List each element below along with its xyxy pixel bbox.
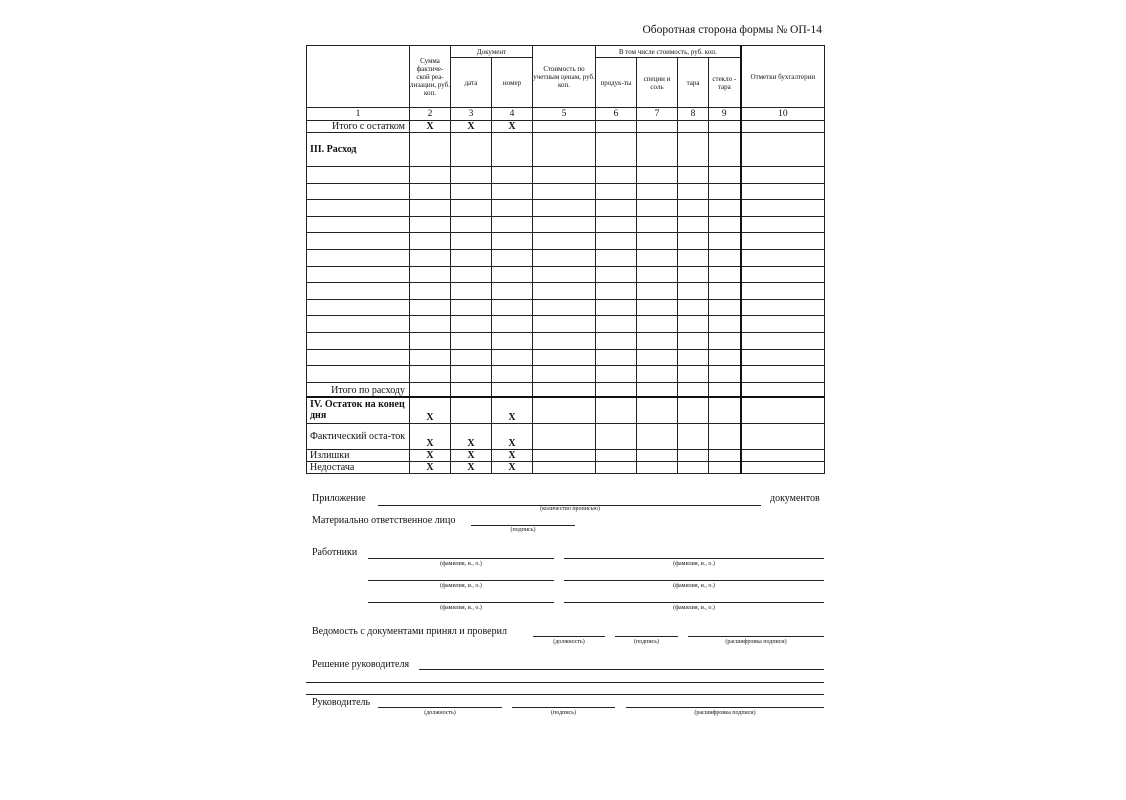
worker-line	[564, 580, 824, 581]
attachment-label: Приложение	[312, 493, 366, 504]
signature-line	[512, 707, 615, 708]
fio-caption: (фамилия, и., о.)	[673, 561, 715, 567]
row-label: Фактический оста-ток	[307, 423, 410, 449]
signature-line	[615, 636, 678, 637]
header-doc-number: номер	[492, 58, 533, 108]
worker-line	[564, 558, 824, 559]
decoding-caption: (расшифровка подписи)	[694, 710, 756, 716]
fio-caption: (фамилия, и., о.)	[673, 605, 715, 611]
position-line	[378, 707, 502, 708]
header-sales-sum: Сумма фактиче-ской реа-лизации, руб. коп.	[410, 46, 451, 108]
column-number: 7	[637, 108, 678, 121]
expense-blank-row	[307, 332, 825, 349]
header-accounting-marks: Отметки бухгалтерии	[741, 46, 825, 108]
worker-line	[368, 558, 554, 559]
row-total-expense	[307, 382, 825, 397]
row-total-with-balance	[307, 121, 825, 133]
x-mark: X	[410, 461, 451, 473]
expense-blank-row	[307, 233, 825, 250]
header-accounting-cost: Стоимость по учетным ценам, руб. коп.	[533, 46, 596, 108]
position-caption: (должность)	[424, 710, 456, 716]
header-tare: тара	[678, 58, 709, 108]
decision-line	[419, 669, 824, 670]
documents-label: документов	[770, 493, 820, 504]
column-number: 4	[492, 108, 533, 121]
row-label: Недостача	[307, 461, 410, 473]
expense-blank-row	[307, 167, 825, 184]
expense-blank-row	[307, 366, 825, 383]
expense-blank-row	[307, 316, 825, 333]
accepted-checked-label: Ведомость с документами принял и проверил	[312, 626, 507, 637]
position-caption: (должность)	[553, 639, 585, 645]
column-numbers-row	[307, 108, 825, 121]
decision-line	[306, 682, 824, 683]
column-number: 5	[533, 108, 596, 121]
column-number: 2	[410, 108, 451, 121]
worker-line	[368, 580, 554, 581]
x-mark: X	[492, 121, 533, 133]
row-label: Излишки	[307, 449, 410, 461]
expense-blank-rows	[307, 167, 825, 383]
column-number: 9	[709, 108, 741, 121]
expense-blank-row	[307, 299, 825, 316]
expense-blank-row	[307, 349, 825, 366]
decoding-line	[626, 707, 824, 708]
x-mark: X	[451, 423, 492, 449]
column-number: 10	[741, 108, 825, 121]
worker-line	[564, 602, 824, 603]
row-shortage	[307, 461, 825, 473]
row-surplus	[307, 449, 825, 461]
fio-caption: (фамилия, и., о.)	[440, 583, 482, 589]
section-title: IV. Остаток на конец дня	[307, 397, 410, 423]
x-mark: X	[451, 121, 492, 133]
manager-label: Руководитель	[312, 697, 371, 708]
responsible-person-label: Материально ответственное лицо	[312, 515, 456, 526]
quantity-caption: (количество прописью)	[540, 506, 600, 512]
column-number: 3	[451, 108, 492, 121]
header-including-cost: В том числе стоимость, руб. коп.	[596, 46, 741, 58]
expense-blank-row	[307, 183, 825, 200]
row-section-expense	[307, 133, 825, 167]
expense-blank-row	[307, 249, 825, 266]
header-doc-date: дата	[451, 58, 492, 108]
signature-caption: (подпись)	[551, 710, 576, 716]
x-mark: X	[492, 449, 533, 461]
row-label: Итого с остатком	[307, 121, 410, 133]
signature-caption: (подпись)	[634, 639, 659, 645]
decoding-caption: (расшифровка подписи)	[725, 639, 787, 645]
x-mark: X	[492, 423, 533, 449]
header-col1	[307, 46, 410, 108]
row-section-end-balance	[307, 397, 825, 423]
column-number: 6	[596, 108, 637, 121]
row-label: Итого по расходу	[307, 382, 410, 397]
x-mark: X	[410, 449, 451, 461]
decision-line	[306, 694, 824, 695]
x-mark: X	[410, 397, 451, 423]
x-mark: X	[451, 461, 492, 473]
column-number: 8	[678, 108, 709, 121]
column-number: 1	[307, 108, 410, 121]
fio-caption: (фамилия, и., о.)	[440, 605, 482, 611]
x-mark: X	[410, 423, 451, 449]
x-mark: X	[410, 121, 451, 133]
expense-blank-row	[307, 266, 825, 283]
expense-blank-row	[307, 200, 825, 217]
worker-line	[368, 602, 554, 603]
x-mark: X	[492, 461, 533, 473]
expense-blank-row	[307, 283, 825, 300]
fio-caption: (фамилия, и., о.)	[673, 583, 715, 589]
manager-decision-label: Решение руководителя	[312, 659, 410, 670]
fio-caption: (фамилия, и., о.)	[440, 561, 482, 567]
header-spices: специи и соль	[637, 58, 678, 108]
expense-blank-row	[307, 216, 825, 233]
decoding-line	[688, 636, 824, 637]
responsible-signature-line	[471, 525, 575, 526]
form-title: Оборотная сторона формы № ОП-14	[642, 24, 822, 36]
section-title: III. Расход	[307, 133, 410, 167]
inventory-table	[306, 45, 825, 474]
signature-caption: (подпись)	[510, 527, 536, 533]
header-products: продук-ты	[596, 58, 637, 108]
x-mark: X	[451, 449, 492, 461]
row-actual-balance	[307, 423, 825, 449]
x-mark: X	[492, 397, 533, 423]
workers-label: Работники	[312, 547, 358, 558]
header-document: Документ	[451, 46, 533, 58]
position-line	[533, 636, 605, 637]
header-glass-tare: стекло - тара	[709, 58, 741, 108]
